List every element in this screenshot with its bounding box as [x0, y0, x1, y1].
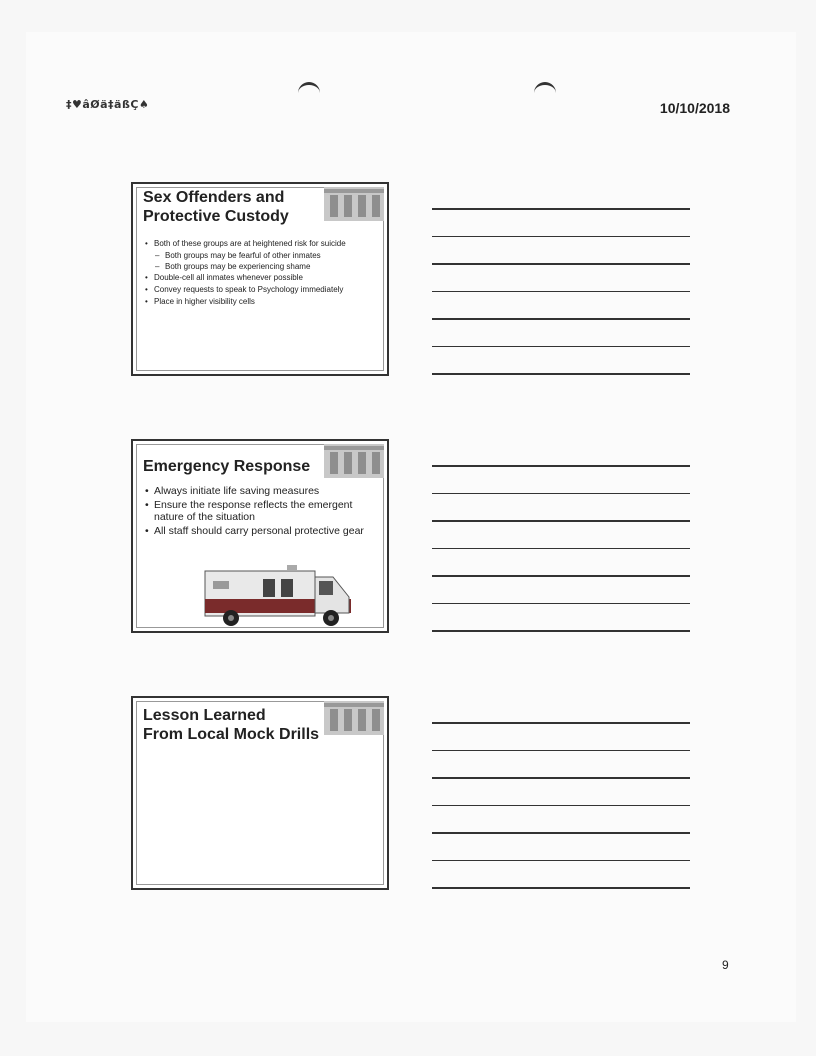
- sub-bullet-item: – Both groups may be fearful of other inmates: [145, 250, 379, 261]
- slide-1: [131, 182, 389, 376]
- slide-bullets: [145, 238, 379, 308]
- slide-title: Emergency Response: [143, 458, 311, 475]
- punch-hole-mark: [298, 82, 320, 99]
- slide-2: [131, 439, 389, 633]
- note-lines: [432, 722, 690, 915]
- bullet-item: • Ensure the response reflects the emergent nature of the situation: [145, 499, 379, 524]
- jail-cells-image: [324, 187, 384, 221]
- bullet-item: • Convey requests to speak to Psychology immediately: [145, 284, 379, 295]
- sub-bullet-item: – Both groups may be experiencing shame: [145, 261, 379, 272]
- bullet-item: • Both of these groups are at heightened risk for suicide: [145, 238, 379, 249]
- bullet-item: • Double-cell all inmates whenever possible: [145, 272, 379, 283]
- note-lines: [432, 208, 690, 401]
- bullet-item: • All staff should carry personal protective gear: [145, 525, 379, 538]
- bullet-item: • Always initiate life saving measures: [145, 485, 379, 498]
- bullet-item: • Place in higher visibility cells: [145, 296, 379, 307]
- slide-title: Lesson Learned From Local Mock Drills: [143, 707, 320, 743]
- header-garbled-text: ‡♥âØä‡äßÇ♠: [66, 98, 150, 111]
- punch-hole-mark: [534, 82, 556, 99]
- ambulance-image: [203, 563, 353, 628]
- header-date: 10/10/2018: [659, 100, 730, 116]
- slide-title: Sex Offenders and Protective Custody: [143, 189, 289, 225]
- slide-3: [131, 696, 389, 890]
- jail-cells-image: [324, 444, 384, 478]
- note-lines: [432, 465, 690, 658]
- slide-bullets: [145, 485, 379, 538]
- page-number: 9: [722, 958, 729, 972]
- jail-cells-image: [324, 701, 384, 735]
